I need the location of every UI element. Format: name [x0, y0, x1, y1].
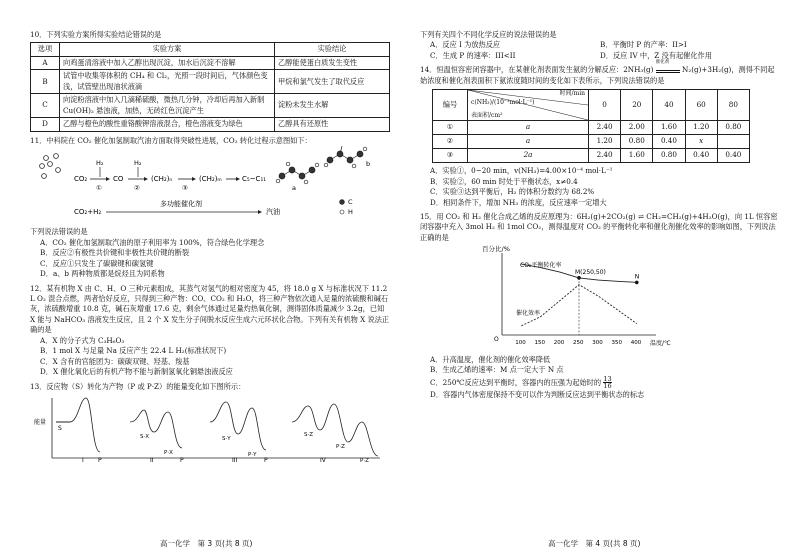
point-n [635, 281, 639, 285]
header-conc: c(NH₃)/(10⁻³mol·L⁻¹) [471, 99, 535, 107]
q13-option-d: D．反应 IV 中，Z 没有起催化作用 [600, 50, 712, 60]
catalyst-arrow-label: 催化剂 [655, 60, 670, 66]
table-header-diag [468, 90, 589, 121]
label-px: P·X [164, 449, 173, 456]
table-cell: 2a [468, 149, 589, 163]
table-cell: ③ [433, 149, 468, 163]
q14-stem [420, 60, 780, 86]
q14-stem-a: 14．恒温恒容密闭容器中，在某催化剂表面发生氨的分解反应：2NH₃(g) [420, 65, 654, 75]
table-cell: B [31, 70, 60, 94]
table-cell: 乙醇能使蛋白质发生变性 [275, 56, 390, 69]
q11-diagram [30, 146, 390, 224]
table-row [31, 118, 390, 131]
label-pz-final: P·Z [360, 457, 369, 464]
table-header: 实验结论 [275, 43, 390, 56]
table-row [31, 94, 390, 118]
table-header: 60 [685, 90, 717, 121]
x-tick-label: 100 [515, 340, 526, 347]
table-header: 80 [717, 90, 749, 121]
table-cell: 0.40 [685, 149, 717, 163]
fraction-13-16 [603, 376, 611, 390]
label-ch2m: (CH₂)ₘ [199, 174, 222, 183]
chart-xlabel: 温度/℃ [650, 340, 671, 348]
path-iv [292, 404, 378, 456]
table-row [433, 135, 750, 149]
table-cell: 2.40 [589, 121, 621, 135]
label-sx: S·X [140, 433, 150, 440]
x-tick-label: 200 [553, 340, 565, 347]
table-cell: 向淀粉溶液中加入几滴稀硫酸，微热几分钟，冷却后再加入新制 Cu(OH)₂ 悬浊液，加热，无砖红色沉淀产生 [60, 94, 275, 118]
label-ch2n: (CH₂)ₙ [151, 174, 173, 183]
q11-option-a: A．CO₂ 催化加氢制取汽油的原子利用率为 100%，符合绿色化学理念 [40, 237, 265, 247]
chart-ylabel: 百分比/% [482, 245, 510, 254]
q14-table [432, 89, 750, 163]
table-header: 编号 [433, 90, 468, 121]
table-cell [717, 135, 749, 149]
table-cell: C [31, 94, 60, 118]
table-header: 20 [621, 90, 653, 121]
left-page [30, 0, 390, 467]
table-cell: 向鸡蛋清溶液中加入乙醇出现沉淀，加水后沉淀不溶解 [60, 56, 275, 69]
table-cell: 2.00 [621, 121, 653, 135]
table-row [31, 56, 390, 69]
label-c5c11: C₅~C₁₁ [242, 174, 267, 183]
label-co: CO [113, 174, 124, 183]
x-tick-label: 400 [630, 340, 642, 347]
table-cell: a [468, 121, 589, 135]
y-axis-label: 能量 [34, 418, 47, 426]
legend-c: C [348, 197, 353, 206]
right-page [420, 0, 780, 400]
q14-option-b: B．实验②，60 min 时处于平衡状态，x≠0.4 [430, 176, 578, 186]
q15-chart [480, 243, 680, 351]
header-area: 表面积/cm² [471, 111, 503, 119]
q13-energy-diagram [30, 392, 390, 464]
q14-option-c: C．实验③达到平衡后，H₂ 的体积分数约为 68.2% [430, 187, 595, 197]
table-cell: 2.40 [589, 149, 621, 163]
table-header-row [433, 90, 750, 121]
label-catalyst: 多功能催化剂 [160, 199, 202, 208]
table-cell: 1.20 [685, 121, 717, 135]
table-cell: a [468, 135, 589, 149]
label-h2: H₂ [96, 158, 104, 167]
label-p: P [180, 456, 184, 464]
label-path-iii: III [232, 456, 238, 464]
q13-option-a: A．反应 I 为放热反应 [430, 40, 501, 50]
catalyst-arrow [655, 60, 680, 74]
legend-c-icon [340, 200, 345, 205]
label-pz: P·Z [336, 443, 345, 450]
fraction-denominator: 16 [603, 382, 612, 391]
q12-option-b: B．1 mol X 与足量 Na 反应产生 22.4 L H₂(标准状况下) [40, 346, 227, 356]
label-co2: CO₂ [74, 174, 88, 183]
label-p: P [264, 456, 268, 464]
step-1: ① [96, 183, 102, 192]
co2-molecules [40, 154, 61, 179]
table-cell: ② [433, 135, 468, 149]
q14-option-a: A．实验①，0~20 min，v(NH₃)=4.00×10⁻⁴ mol·L⁻¹ [430, 166, 613, 176]
q10-table [30, 42, 390, 131]
q13-intro: 下列有关四个不同化学反应的说法错误的是 [420, 30, 557, 39]
table-cell: 乙醇与橙色的酸性重铬酸钾溶液混合，橙色溶液变为绿色 [60, 118, 275, 131]
table-cell: 0.40 [653, 135, 685, 149]
label-a: a [292, 183, 296, 192]
series-line-efficiency [521, 285, 637, 326]
curve1-label: CO₂平衡转化率 [520, 262, 562, 270]
legend-h-icon [340, 210, 344, 214]
table-cell: 1.60 [653, 121, 685, 135]
q11-intro: 下列说法错误的是 [30, 227, 88, 237]
path-ii [130, 410, 182, 448]
label-path-iv: IV [320, 456, 326, 464]
q14-stem-b: N₂(g)+3H₂(g)，测得不同起始浓度和催化剂表面积下氨浓度随时间的变化如下表所示，下列说法错误的是 [420, 65, 775, 85]
table-header: 选项 [31, 43, 60, 56]
x-tick-label: 250 [573, 340, 584, 347]
table-cell: 乙醇具有还原性 [275, 118, 390, 131]
table-row [433, 149, 750, 163]
table-header: 实验方案 [60, 43, 275, 56]
q10-stem: 10．下列实验方案所得实验结论错误的是 [30, 30, 162, 39]
label-s: S [58, 424, 62, 432]
q15-option-c-text: C．250℃反应达到平衡时，容器内的压强为起始时的 [430, 377, 602, 387]
q15-option-c [420, 376, 780, 390]
table-row [433, 121, 750, 135]
point-m-label: M(250,50) [575, 269, 606, 277]
label-path-ii: II [150, 456, 154, 464]
table-row [31, 70, 390, 94]
q13-option-b: B．平衡时 P 的产率：II>I [600, 40, 687, 50]
path-i [70, 398, 100, 452]
q11-option-b: B．反应②有极性共价键和非极性共价键的断裂 [40, 248, 190, 258]
table-header: 40 [653, 90, 685, 121]
label-gasoline: 汽油 [266, 207, 280, 216]
label-py: P·Y [248, 451, 257, 458]
curve2-label: 催化效率 [516, 310, 541, 318]
molecule-a [276, 162, 319, 184]
label-h2: H₂ [134, 158, 142, 167]
table-cell: 0.40 [717, 149, 749, 163]
molecule-b [324, 146, 367, 168]
table-cell: 1.60 [621, 149, 653, 163]
step-3: ③ [182, 183, 188, 192]
table-cell: 试管中收集等体积的 CH₄ 和 Cl₂，光照一段时间后，气体颜色变浅，试管壁出现油状液滴 [60, 70, 275, 94]
q15-option-d: D．容器内气体密度保持不变可以作为判断反应达到平衡状态的标志 [430, 389, 645, 399]
label-sz: S·Z [304, 431, 314, 438]
path-iii [210, 402, 266, 450]
table-cell: x [685, 135, 717, 149]
q12-text: 12．某有机物 X 由 C、H、O 三种元素组成，其蒸气对氢气的相对密度为 45，将 18.0 g X 与标准状况下 11.2 L O₂ 混合点燃，两者恰好反应，只得到三种产物：CO、CO₂ 和 H₂O，将三种产物依次通入足量的浓硫酸和碱石灰，浓硫酸增重 10.8 克，碱石灰增重 17.6 克，剩余气体通过足量灼热氧化铜，测得固体质量减少 3.2g，已知 X 能与 NaHCO₃ 溶液发生反应，且 2 个 X 发生分子间脱水反应生成六元环状化合物。下列有关有机物 X 说法正确的是 [30, 283, 390, 335]
q15-stem: 15．用 CO₂ 和 H₂ 催化合成乙烯的反应原理为：6H₂(g)+2CO₂(g) ⇌ CH₂=CH₂(g)+4H₂O(g)，向 1L 恒容密闭容器中充入 3mol H₂ 和 1mol CO₂，测得温度对 CO₂ 的平衡转化率和催化剂催化效率的影响如图，下列说法正确的是 [420, 211, 778, 242]
q13-options [420, 40, 780, 61]
header-time: 时间/min [559, 90, 585, 98]
label-b: b [366, 159, 371, 168]
table-cell: 甲烷和氯气发生了取代反应 [275, 70, 390, 94]
x-ticks [515, 340, 641, 346]
label-co2-h2: CO₂+H₂ [74, 207, 102, 216]
q15-option-b: B．生成乙烯的速率：M 点一定大于 N 点 [430, 365, 564, 375]
table-cell: D [31, 118, 60, 131]
x-tick-label: 150 [534, 340, 545, 347]
q13-stem: 13．反应物（S）转化为产物（P 或 P·Z）的能量变化如下图所示： [30, 381, 246, 391]
table-header-row [31, 43, 390, 56]
footer-page-3: 高一化学 第 3 页(共 8 页) [160, 539, 253, 549]
q12-option-d: D．X 催化氧化后的有机产物不能与新制氢氧化铜悬浊液反应 [40, 367, 233, 377]
footer-page-4: 高一化学 第 4 页(共 8 页) [548, 539, 641, 549]
table-cell: 0.80 [717, 121, 749, 135]
fraction-numerator: 13 [603, 374, 612, 383]
table-cell: 1.20 [589, 135, 621, 149]
table-cell: 0.80 [653, 149, 685, 163]
table-header: 0 [589, 90, 621, 121]
point-n-label: N [634, 273, 640, 281]
table-cell: 0.80 [621, 135, 653, 149]
table-cell: ① [433, 121, 468, 135]
step-2: ② [134, 183, 140, 192]
q11-option-d: D．a、b 两种物质都是烷烃且为同系物 [40, 269, 165, 279]
q13-option-c: C．生成 P 的速率：III<II [430, 50, 516, 60]
chart-origin: O [494, 336, 499, 344]
label-path-i: I [82, 456, 84, 464]
q15-option-a: A．升高温度，催化剂的催化效率降低 [430, 354, 551, 364]
q14-option-d: D．相同条件下，增加 NH₃ 的浓度，反应速率一定增大 [430, 197, 607, 207]
legend-h: H [348, 207, 353, 216]
x-tick-label: 350 [611, 340, 622, 347]
q12-option-c: C．X 含有的官能团为：碳碳双键、羟基、羧基 [40, 356, 190, 366]
q11-stem: 11．中科院在 CO₂ 催化加氢制取汽油方面取得突破性进展，CO₂ 转化过程示意图如下： [30, 135, 312, 145]
q11-option-c: C．反应①只发生了碳碳键和碳氢键 [40, 258, 154, 268]
table-cell: 淀粉未发生水解 [275, 94, 390, 118]
table-cell: A [31, 56, 60, 69]
q12-option-a: A．X 的分子式为 C₃H₆O₃ [40, 335, 125, 345]
label-p: P [98, 456, 102, 464]
x-tick-label: 300 [592, 340, 603, 347]
label-sy: S·Y [222, 435, 231, 442]
